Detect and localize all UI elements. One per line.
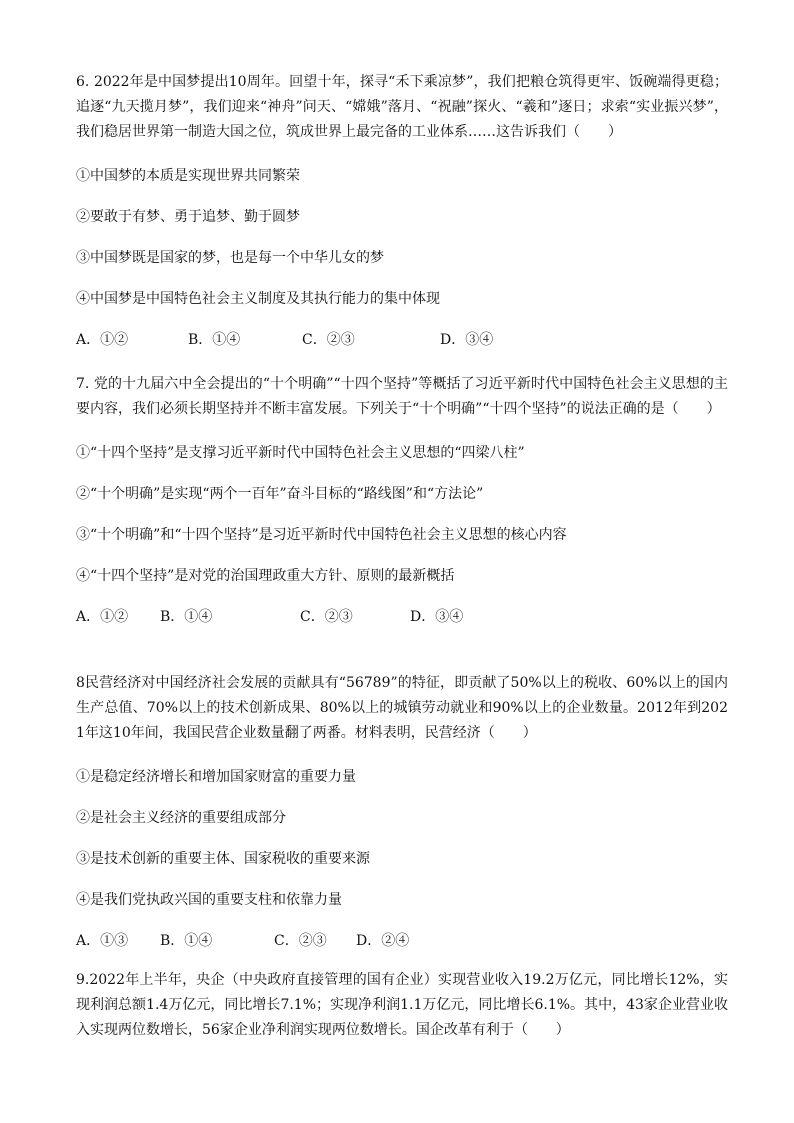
question-6-choice-b[interactable]: B．①④ <box>188 332 241 348</box>
question-6-choice-a[interactable]: A．①② <box>76 332 129 348</box>
question-8-statements <box>76 767 728 910</box>
question-8-choice-a[interactable]: A．①③ <box>76 933 129 949</box>
question-8-statement-2: ②是社会主义经济的重要组成部分 <box>76 810 286 826</box>
question-7-choices <box>76 607 728 627</box>
question-7-statement-2: ②“十个明确”是实现“两个一百年”奋斗目标的“路线图”和“方法论” <box>76 486 484 502</box>
question-8-statement-4: ④是我们党执政兴国的重要支柱和依靠力量 <box>76 892 342 908</box>
question-9 <box>76 968 728 1043</box>
question-6-stem: 6. 2022年是中国梦提出10周年。回望十年，探寻“禾下乘凉梦”，我们把粮仓筑得更牢、饭碗端得更稳；追逐“九天揽月梦”，我们迎来“神舟”问天、“嫦娥”落月、“祝融”探火、“羲和”逐日；求索“实业振兴梦”，我们稳居世界第一制造大国之位，筑成世界上最完备的工业体系……这告诉我们（ ） <box>76 74 728 140</box>
question-6-statement-4: ④中国梦是中国特色社会主义制度及其执行能力的集中体现 <box>76 291 440 307</box>
question-7-statement-4: ④“十四个坚持”是对党的治国理政重大方针、原则的最新概括 <box>76 568 455 584</box>
question-6-choice-d[interactable]: D．③④ <box>440 332 494 348</box>
question-7-choice-c[interactable]: C．②③ <box>300 609 353 625</box>
question-6-choice-c[interactable]: C．②③ <box>302 332 355 348</box>
question-8 <box>76 671 728 951</box>
question-7-choice-a[interactable]: A．①② <box>76 609 129 625</box>
question-6-statement-2: ②要敢于有梦、勇于追梦、勤于圆梦 <box>76 209 300 225</box>
question-7-choice-b[interactable]: B．①④ <box>160 609 213 625</box>
question-8-choice-d[interactable]: D．②④ <box>356 933 410 949</box>
question-8-statement-3: ③是技术创新的重要主体、国家税收的重要来源 <box>76 851 370 867</box>
question-7-statements <box>76 443 728 586</box>
question-7-statement-3: ③“十个明确”和“十四个坚持”是习近平新时代中国特色社会主义思想的核心内容 <box>76 527 567 543</box>
question-8-statement-1: ①是稳定经济增长和增加国家财富的重要力量 <box>76 769 356 785</box>
question-8-choices <box>76 931 728 951</box>
question-9-stem: 9.2022年上半年，央企（中央政府直接管理的国有企业）实现营业收入19.2万亿元，同比增长12%，实现利润总额1.4万亿元，同比增长7.1%；实现净利润1.1万亿元，同比增长6.1%。其中，43家企业营业收入实现两位数增长，56家企业净利润实现两位数增长。国企改革有利于（ ） <box>76 972 728 1038</box>
question-7-choice-d[interactable]: D．③④ <box>410 609 464 625</box>
question-6-choices <box>76 330 728 350</box>
question-6-statements <box>76 166 728 309</box>
question-8-choice-c[interactable]: C．②③ <box>274 933 327 949</box>
question-6 <box>76 70 728 350</box>
question-7-stem: 7. 党的十九届六中全会提出的“十个明确”“十四个坚持”等概括了习近平新时代中国特色社会主义思想的主要内容，我们必须长期坚持并不断丰富发展。下列关于“十个明确”“十四个坚持”的说法正确的是（ ） <box>76 376 728 417</box>
question-7 <box>76 372 728 627</box>
question-6-statement-1: ①中国梦的本质是实现世界共同繁荣 <box>76 168 300 184</box>
question-8-stem: 8民营经济对中国经济社会发展的贡献具有“56789”的特征，即贡献了50%以上的税收、60%以上的国内生产总值、70%以上的技术创新成果、80%以上的城镇劳动就业和90%以上的企业数量。2012年到2021年这10年间，我国民营企业数量翻了两番。材料表明，民营经济（ ） <box>76 675 728 741</box>
question-8-choice-b[interactable]: B．①④ <box>160 933 213 949</box>
question-6-statement-3: ③中国梦既是国家的梦，也是每一个中华儿女的梦 <box>76 250 384 266</box>
question-7-statement-1: ①“十四个坚持”是支撑习近平新时代中国特色社会主义思想的“四梁八柱” <box>76 445 525 461</box>
